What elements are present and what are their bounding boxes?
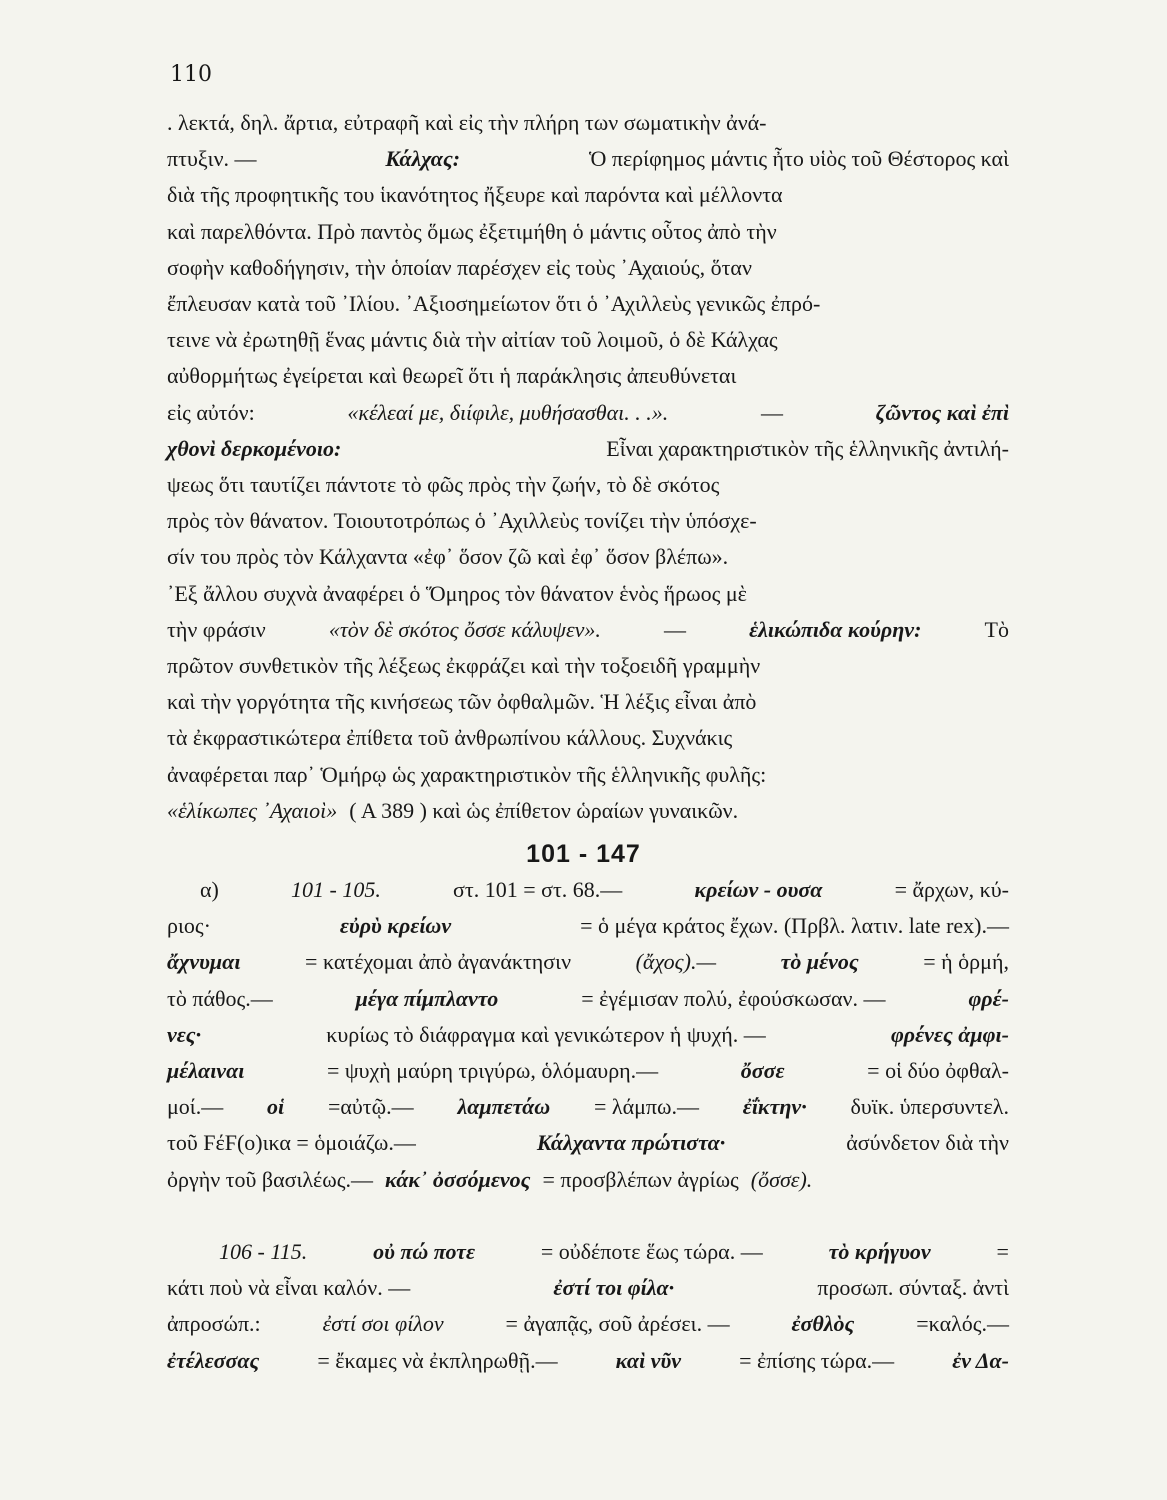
text-segment: = ἡ ὁρμή,: [923, 949, 1009, 975]
lemma: ἐν Δα-: [952, 1347, 1009, 1373]
text-segment: πρῶτον συνθετικὸν τῆς λέξεως ἐκφράζει καὶ τὴν τοξοειδῆ γραμμὴν: [167, 653, 761, 679]
text-segment: ᾿Εξ ἄλλου συχνὰ ἀναφέρει ὁ Ὅμηρος τὸν θάνατον ἑνὸς ἥρωος μὲ: [167, 580, 747, 606]
text-segment: τεινε νὰ ἐρωτηθῇ ἕνας μάντις διὰ τὴν αἰτίαν τοῦ λοιμοῦ, ὁ δὲ Κάλχας: [167, 327, 778, 353]
text-line: [167, 757, 1009, 793]
text-line: [167, 286, 1009, 322]
lemma: τὸ μένος: [780, 949, 859, 975]
lemma: οἱ: [267, 1094, 285, 1120]
text-line: [167, 431, 1009, 467]
lemma: μέγα πίμπλαντο: [355, 985, 499, 1011]
text-line: [167, 684, 1009, 720]
text-line: [167, 214, 1009, 250]
lemma: φρένες ἀμφι-: [890, 1021, 1009, 1047]
text-line: [167, 395, 1009, 431]
text-line: [167, 944, 1009, 980]
lemma: λαμπετάω: [457, 1094, 551, 1120]
text-segment: =αὐτῷ.—: [327, 1094, 414, 1120]
text-segment: =: [996, 1239, 1009, 1264]
lemma: ἄχνυμαι: [167, 949, 241, 975]
page-number: 110: [170, 62, 212, 87]
text-segment: = λάμπω.—: [594, 1094, 699, 1120]
text-segment: = ἄρχων, κύ-: [894, 877, 1009, 902]
text-segment: Ὁ περίφημος μάντις ἦτο υἱὸς τοῦ Θέστορος καὶ: [588, 146, 1009, 172]
text-line: [167, 872, 1009, 908]
text-line: [167, 141, 1009, 177]
commentary-paragraph-2: [167, 872, 1009, 1198]
text-line: [167, 908, 1009, 944]
text-segment: = ψυχὴ μαύρη τριγύρω, ὁλόμαυρη.—: [326, 1058, 659, 1084]
text-segment: ὀργὴν τοῦ βασιλέως.—: [167, 1166, 373, 1192]
text-line: [167, 250, 1009, 286]
lemma: τὸ κρήγυον: [828, 1239, 931, 1264]
text-segment: ἀπροσώπ.:: [167, 1311, 261, 1337]
text-segment: = οὐδέποτε ἕως τώρα. —: [540, 1239, 763, 1264]
text-line: [167, 1234, 1009, 1270]
text-line: [167, 1162, 1009, 1198]
text-segment: τὰ ἐκφραστικώτερα ἐπίθετα τοῦ ἀνθρωπίνου κάλλους. Συχνάκις: [167, 725, 733, 751]
text-line: [167, 503, 1009, 539]
text-line: [167, 1343, 1009, 1379]
section-heading: 101 - 147: [526, 840, 641, 868]
lemma: Κάλχας:: [385, 146, 461, 172]
text-segment: στ. 101 = στ. 68.—: [453, 877, 623, 902]
lemma: Κάλχαντα πρώτιστα·: [536, 1130, 726, 1156]
text-segment: προσωπ. σύνταξ. ἀντὶ: [817, 1275, 1009, 1301]
lemma: ὄσσε: [740, 1058, 785, 1084]
text-line: [167, 1125, 1009, 1161]
text-line: [167, 467, 1009, 503]
text-line: [167, 793, 1009, 829]
text-line: [167, 105, 1009, 141]
lemma: ἑλικώπιδα κούρην:: [749, 616, 922, 642]
text-segment: ριος·: [167, 913, 211, 939]
text-segment: κάτι ποὺ νὰ εἶναι καλόν. —: [167, 1275, 411, 1301]
text-line: [167, 981, 1009, 1017]
text-line: [167, 1270, 1009, 1306]
commentary-paragraph-3: [167, 1234, 1009, 1379]
text-segment: αὐθορμήτως ἐγείρεται καὶ θεωρεῖ ὅτι ἡ παράκλησις ἀπευθύνεται: [167, 363, 737, 389]
text-segment: πτυξιν. —: [167, 146, 257, 172]
text-segment: . λεκτά, δηλ. ἄρτια, εὐτραφῆ καὶ εἰς τὴν πλήρη των σωματικὴν ἀνά-: [167, 110, 767, 135]
lemma: ἐΐκτην·: [742, 1094, 807, 1120]
lemma: χθονὶ δερκομένοιο:: [167, 435, 342, 461]
lemma: μέλαιναι: [167, 1058, 245, 1084]
lemma: καὶ νῦν: [615, 1347, 681, 1373]
text-segment: εἰς αὐτόν:: [167, 399, 255, 425]
text-segment: α): [200, 877, 219, 902]
text-segment: δυϊκ. ὑπερσυντελ.: [850, 1094, 1009, 1120]
text-segment: μοί.—: [167, 1094, 224, 1120]
text-segment: = ἐπίσης τώρα.—: [739, 1347, 895, 1373]
lemma: φρέ-: [968, 985, 1009, 1011]
quotation: «τὸν δὲ σκότος ὄσσε κάλυψεν».: [328, 616, 601, 642]
text-segment: τὴν φράσιν: [167, 616, 266, 642]
text-segment: = οἱ δύο ὀφθαλ-: [867, 1058, 1009, 1084]
text-segment: τοῦ ϜέϜ(ο)ικα = ὁμοιάζω.—: [167, 1130, 416, 1156]
text-segment: = ἐγέμισαν πολύ, ἐφούσκωσαν. —: [581, 985, 886, 1011]
text-line: [167, 720, 1009, 756]
text-segment: ἀσύνδετον διὰ τὴν: [846, 1130, 1009, 1156]
text-segment: πρὸς τὸν θάνατον. Τοιουτοτρόπως ὁ ᾿Αχιλλεὺς τονίζει τὴν ὑπόσχε-: [167, 508, 757, 534]
lemma: ἐσθλὸς: [791, 1311, 855, 1337]
lemma: ἐστί τοι φίλα·: [553, 1275, 675, 1301]
quotation: ἐστί σοι φίλον: [322, 1311, 444, 1337]
text-segment: = ἔκαμες νὰ ἐκπληρωθῇ.—: [317, 1347, 558, 1373]
lemma: ἐτέλεσσας: [167, 1347, 260, 1373]
quotation: 106 - 115.: [219, 1239, 308, 1264]
lemma: κρείων - ουσα: [694, 877, 823, 902]
text-line: [167, 1089, 1009, 1125]
lemma: οὐ πώ ποτε: [373, 1239, 475, 1264]
text-segment: = προσβλέπων ἀγρίως: [542, 1166, 739, 1192]
text-line: [167, 1017, 1009, 1053]
text-segment: ψεως ὅτι ταυτίζει πάντοτε τὸ φῶς πρὸς τὴν ζωήν, τὸ δὲ σκότος: [167, 472, 720, 498]
quotation: (ὄσσε).: [750, 1166, 813, 1192]
text-segment: Εἶναι χαρακτηριστικὸν τῆς ἑλληνικῆς ἀντιλή-: [606, 435, 1009, 461]
quotation: (ἄχος).—: [635, 949, 716, 975]
text-segment: ( Α 389 ) καὶ ὡς ἐπίθετον ὡραίων γυναικῶν.: [349, 797, 739, 823]
quotation: «κέλεαί με, διίφιλε, μυθήσασθαι. . .».: [347, 399, 669, 425]
text-segment: = κατέχομαι ἀπὸ ἀγανάκτησιν: [305, 949, 572, 975]
text-line: [167, 322, 1009, 358]
text-segment: ἀναφέρεται παρ᾿ Ὁμήρῳ ὡς χαρακτηριστικὸν τῆς ἑλληνικῆς φυλῆς:: [167, 761, 767, 787]
quotation: 101 - 105.: [291, 877, 381, 902]
text-segment: διὰ τῆς προφητικῆς του ἱκανότητος ἤξευρε καὶ παρόντα καὶ μέλλοντα: [167, 182, 783, 208]
text-segment: καὶ παρελθόντα. Πρὸ παντὸς ὅμως ἐξετιμήθη ὁ μάντις οὗτος ἀπὸ τὴν: [167, 218, 777, 244]
text-segment: = ἀγαπᾷς, σοῦ ἀρέσει. —: [505, 1311, 730, 1337]
text-segment: καὶ τὴν γοργότητα τῆς κινήσεως τῶν ὀφθαλμῶν. Ἡ λέξις εἶναι ἀπὸ: [167, 689, 757, 715]
text-segment: τὸ πάθος.—: [167, 985, 273, 1011]
lemma: εὐρὺ κρείων: [339, 913, 452, 939]
commentary-paragraph-1: [167, 105, 1009, 829]
lemma: κάκ᾿ ὀσσόμενος: [384, 1166, 531, 1192]
text-segment: =καλός.—: [916, 1311, 1009, 1337]
quotation: «ἑλίκωπες ᾿Αχαιοὶ»: [167, 797, 338, 823]
text-line: [167, 539, 1009, 575]
text-line: [167, 648, 1009, 684]
text-segment: σοφὴν καθοδήγησιν, τὴν ὁποίαν παρέσχεν εἰς τοὺς ᾿Αχαιούς, ὅταν: [167, 254, 752, 280]
text-line: [167, 358, 1009, 394]
text-segment: ἔπλευσαν κατὰ τοῦ ᾿Ιλίου. ᾿Αξιοσημείωτον ὅτι ὁ ᾿Αχιλλεὺς γενικῶς ἐπρό-: [167, 291, 821, 317]
text-line: [167, 576, 1009, 612]
text-segment: = ὁ μέγα κράτος ἔχων. (Πρβλ. λατιν. late rex).—: [580, 913, 1009, 939]
lemma: ζῶντος καὶ ἐπὶ: [875, 399, 1009, 425]
text-line: [167, 1053, 1009, 1089]
lemma: νες·: [167, 1021, 202, 1047]
text-line: [167, 177, 1009, 213]
text-segment: —: [760, 399, 783, 425]
text-segment: κυρίως τὸ διάφραγμα καὶ γενικώτερον ἡ ψυχή. —: [326, 1021, 766, 1047]
text-segment: Τὸ: [984, 616, 1009, 642]
text-segment: —: [664, 616, 686, 642]
text-segment: σίν του πρὸς τὸν Κάλχαντα «ἐφ᾿ ὅσον ζῶ καὶ ἐφ᾿ ὅσον βλέπω».: [167, 544, 729, 570]
text-line: [167, 1306, 1009, 1342]
text-line: [167, 612, 1009, 648]
